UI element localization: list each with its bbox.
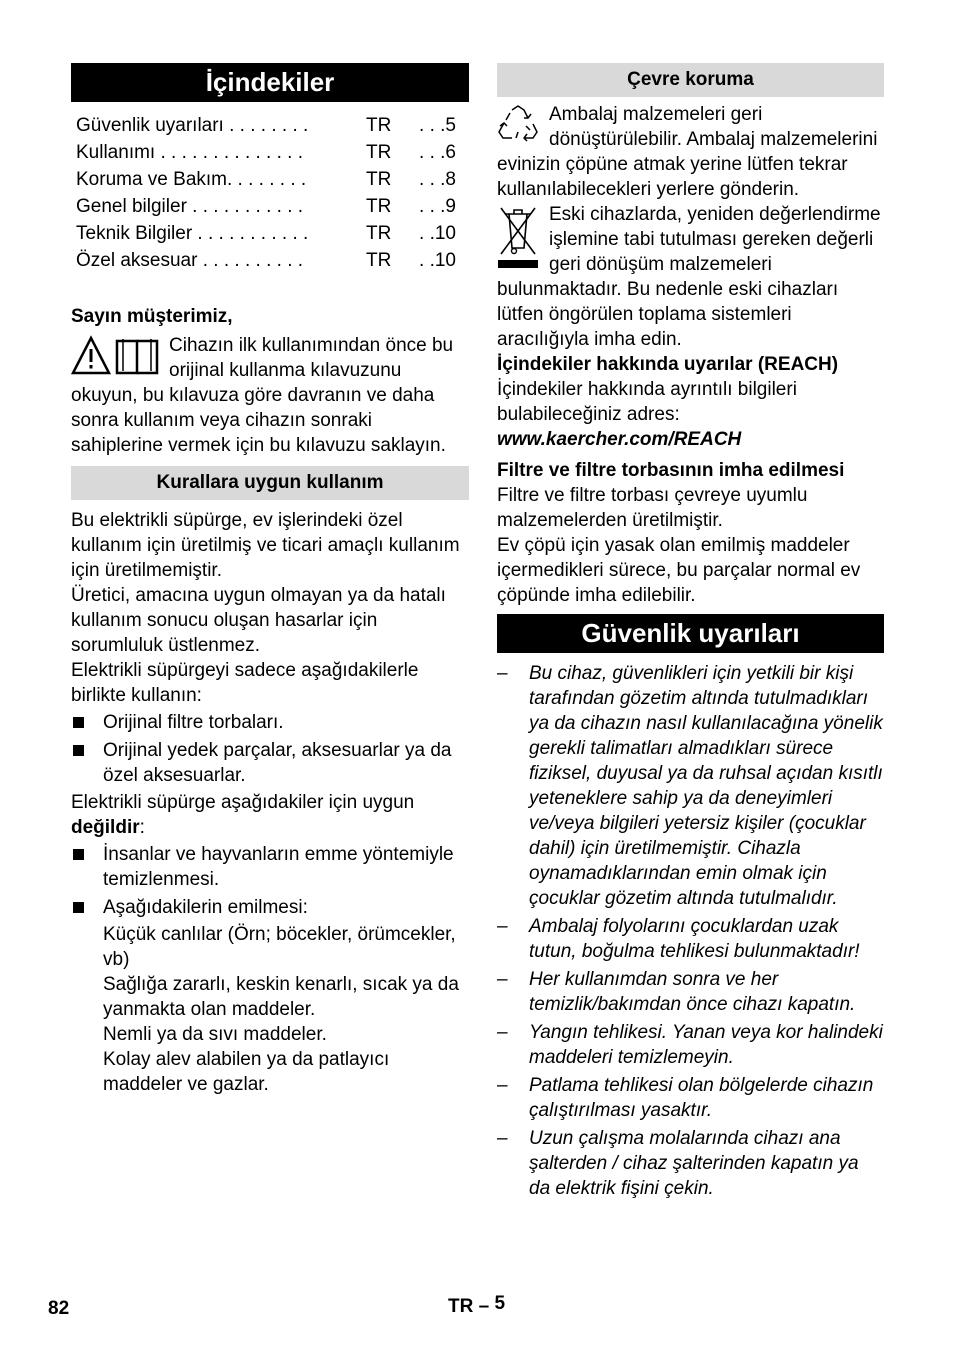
toc-entry-dots: . . . . . . . . . . — [197, 250, 304, 271]
safety-item: – Ambalaj folyolarını çocuklardan uzak tutun, boğulma tehlikesi bulunmaktadır! — [497, 914, 884, 964]
toc-row[interactable] — [76, 166, 456, 193]
greeting: Sayın müşterimiz, — [71, 306, 233, 327]
toc-entry-title: Teknik Bilgiler — [76, 223, 193, 244]
toc-entry-title: Kullanımı — [76, 142, 156, 163]
left-column — [71, 63, 469, 1097]
usage-subitem: Küçük canlılar (Örn; böcekler, örümcekler, vb) — [103, 924, 456, 970]
usage-subitem: Nemli ya da sıvı maddeler. — [103, 1024, 327, 1045]
usage-not-suitable-text: Elektrikli süpürge aşağıdakiler için uygun — [71, 792, 415, 813]
filter-title: Filtre ve filtre torbasının imha edilmesi — [497, 460, 845, 481]
toc-entry-title: Koruma ve Bakım — [76, 169, 227, 190]
usage-colon: : — [139, 817, 145, 838]
toc-entry-dots: . . . . . . . . . . . . . . — [155, 142, 304, 163]
filter-paragraph: Filtre ve filtre torbası çevreye uyumlu malzemelerden üretilmiştir. — [497, 485, 808, 531]
toc-row[interactable] — [76, 193, 456, 220]
footer-lang: TR — [448, 1296, 474, 1317]
toc-entry-dots: . . . . . . . . — [223, 115, 309, 136]
right-column — [497, 63, 884, 1201]
usage-not-suitable-bold: değildir — [71, 817, 140, 838]
footer-section-page: 5 — [494, 1293, 506, 1314]
toc-entry-page: . .10 — [419, 223, 456, 244]
toc-title: İçindekiler — [71, 63, 469, 102]
toc-entry-dots: . . . . . . . . — [227, 169, 307, 190]
usage-bullet: Aşağıdakilerin emilmesi: — [71, 895, 469, 920]
toc-entry-title: Güvenlik uyarıları — [76, 115, 224, 136]
toc-entry-lang: TR — [366, 169, 392, 190]
safety-item: – Bu cihaz, güvenlikleri için yetkili bir kişi tarafından gözetim altında tutulmadıkları ya da cihazın nasıl kullanılacağına yönelik gerekli talimatları almadıkları sürece fiziksel, duyusal ya da ruhsal açıdan kısıtlı yeteneklere sahip ya da deneyimleri ve/veya bilgileri yetersiz kişiler (çocuklar dahil) için üretilmemiştir. Cihazla oynamadıklarından emin olmak için çocuklar gözetim altında tutulmalıdır. — [497, 661, 884, 911]
safety-item: – Yangın tehlikesi. Yanan veya kor halindeki maddeleri temizlemeyin. — [497, 1020, 884, 1070]
toc-entry-page: . . .6 — [419, 142, 456, 163]
usage-title: Kurallara uygun kullanım — [71, 466, 469, 500]
recycling-block — [497, 102, 884, 202]
toc-entry-page: . . .5 — [419, 115, 456, 136]
reach-link[interactable]: www.kaercher.com/REACH — [497, 429, 742, 450]
toc-entry-lang: TR — [366, 115, 392, 136]
recycle-icon — [497, 104, 539, 144]
toc-entry-lang: TR — [366, 196, 392, 217]
footer-section — [448, 1293, 506, 1318]
safety-item: – Patlama tehlikesi olan bölgelerde cihazın çalıştırılması yasaktır. — [497, 1073, 884, 1123]
toc-row[interactable] — [76, 247, 456, 274]
toc-row[interactable] — [76, 112, 456, 139]
safety-item: – Her kullanımdan sonra ve her temizlik/bakımdan önce cihazı kapatın. — [497, 967, 884, 1017]
page-number: 82 — [48, 1298, 70, 1319]
usage-paragraph: Elektrikli süpürgeyi sadece aşağıdakilerle birlikte kullanın: — [71, 660, 419, 706]
warning-text: Cihazın ilk kullanımından önce bu orijinal kullanma kılavuzunu okuyun, bu kılavuza göre davranın ve daha sonra kullanım veya cihazın sonraki sahiplerine vermek için bu kılavuzu saklayın. — [71, 335, 454, 456]
toc-row[interactable] — [76, 139, 456, 166]
toc-entry-dots: . . . . . . . . . . . — [192, 223, 309, 244]
toc-entry-lang: TR — [366, 142, 392, 163]
usage-bullet: İnsanlar ve hayvanların emme yöntemiyle temizlenmesi. — [71, 842, 469, 892]
reach-text: İçindekiler hakkında ayrıntılı bilgileri bulabileceğiniz adres: — [497, 379, 797, 425]
safety-title: Güvenlik uyarıları — [497, 614, 884, 653]
usage-bullet: Orijinal filtre torbaları. — [71, 710, 469, 735]
toc-entry-dots: . . . . . . . . . . . — [186, 196, 304, 217]
crossed-bin-icon — [497, 204, 539, 270]
weee-block — [497, 202, 884, 352]
usage-paragraph — [71, 790, 469, 840]
toc-row[interactable] — [76, 220, 456, 247]
toc-entry-lang: TR — [366, 250, 392, 271]
warning-block — [71, 333, 469, 458]
warning-read-manual-icon — [71, 335, 159, 379]
environment-paragraph: Ambalaj malzemeleri geri dönüştürülebilir. Ambalaj malzemelerini evinizin çöpüne atmak yerine lütfen tekrar kullanılabilecekleri yerlere gönderin. — [497, 104, 878, 200]
toc-entry-page: . . .9 — [419, 196, 456, 217]
usage-bullet: Orijinal yedek parçalar, aksesuarlar ya da özel aksesuarlar. — [71, 738, 469, 788]
toc-entry-page: . . .8 — [419, 169, 456, 190]
environment-paragraph: Eski cihazlarda, yeniden değerlendirme işlemine tabi tutulması gereken değerli geri dönüşüm malzemeleri bulunmaktadır. Bu nedenle eski cihazları lütfen öngörülen toplama sistemleri aracılığıyla imha edin. — [497, 204, 881, 350]
reach-title: İçindekiler hakkında uyarılar (REACH) — [497, 354, 839, 375]
table-of-contents — [76, 112, 456, 274]
usage-paragraph: Bu elektrikli süpürge, ev işlerindeki özel kullanım için üretilmiş ve ticari amaçlı kullanım için üretilmemiştir. — [71, 510, 460, 581]
safety-list — [497, 661, 884, 1201]
filter-paragraph: Ev çöpü için yasak olan emilmiş maddeler içermedikleri sürece, bu parçalar normal ev çöpünde imha edilebilir. — [497, 535, 861, 606]
usage-subitem: Sağlığa zararlı, keskin kenarlı, sıcak ya da yanmakta olan maddeler. — [103, 974, 459, 1020]
toc-entry-title: Genel bilgiler — [76, 196, 187, 217]
usage-subitem: Kolay alev alabilen ya da patlayıcı maddeler ve gazlar. — [103, 1049, 390, 1095]
safety-item: – Uzun çalışma molalarında cihazı ana şalterden / cihaz şalterinden kapatın ya da elektrik fişini çekin. — [497, 1126, 884, 1201]
toc-entry-page: . .10 — [419, 250, 456, 271]
usage-paragraph: Üretici, amacına uygun olmayan ya da hatalı kullanım sonucu oluşan hasarlar için sorumluluk üstlenmez. — [71, 585, 446, 656]
footer-dash: – — [478, 1296, 490, 1317]
environment-title: Çevre koruma — [497, 63, 884, 97]
toc-entry-title: Özel aksesuar — [76, 250, 198, 271]
toc-entry-lang: TR — [366, 223, 392, 244]
